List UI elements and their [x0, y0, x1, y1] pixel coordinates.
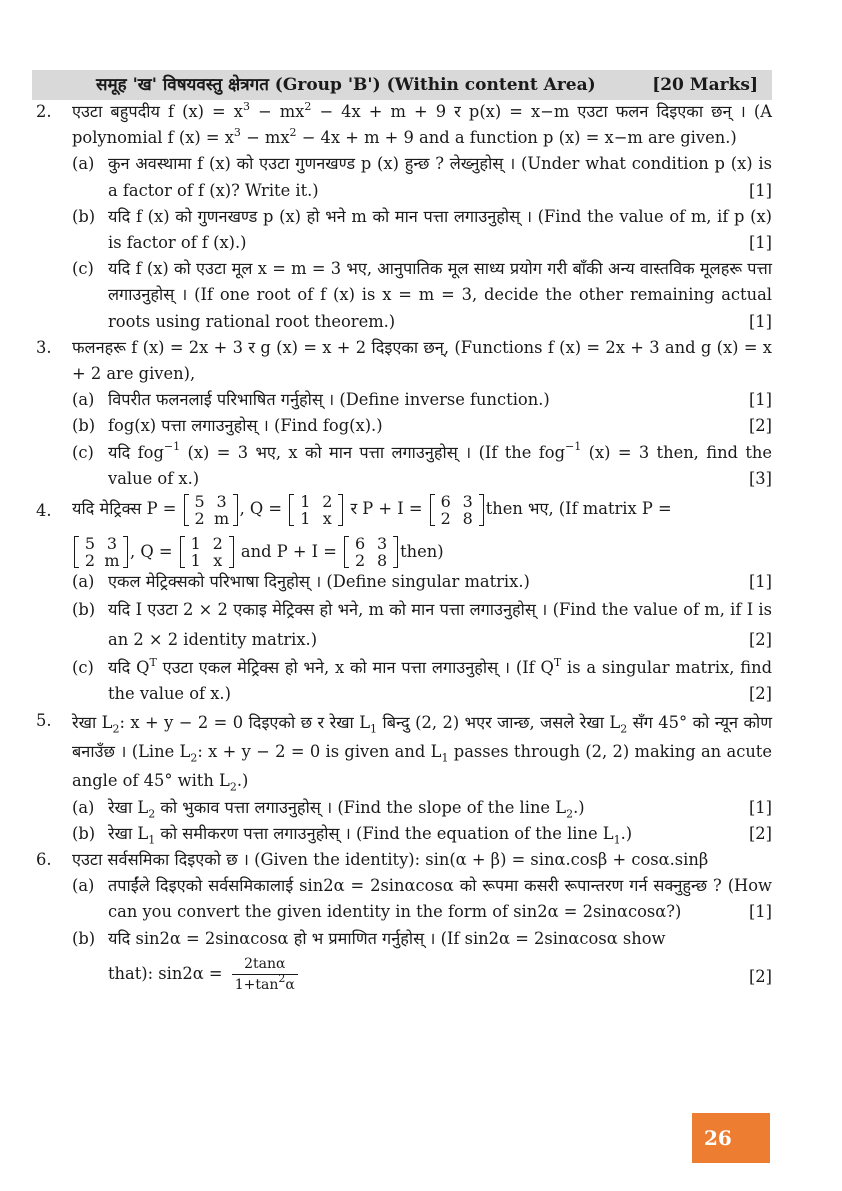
- questions: [36, 99, 772, 995]
- question-6-stem: एउटा सर्वसमिका दिइएको छ । (Given the identity): sin(α + β) = sinα.cosβ + cosα.sinβ: [72, 850, 709, 870]
- question-3b: (b) fog(x) पत्ता लगाउनुहोस् । (Find fog(x).) [2]: [72, 413, 772, 439]
- marks: [1]: [748, 180, 772, 200]
- question-2a: (a) कुन अवस्थामा f (x) को एउटा गुणनखण्ड p (x) हुन्छ ? लेख्नुहोस् । (Under what condition p (x) is a factor of f (x)? Write it.) [1]: [72, 151, 772, 203]
- marks: [2]: [748, 630, 772, 650]
- question-6b: (b) यदि sin2α = 2sinαcosα हो भ प्रमाणित गर्नुहोस् । (If sin2α = 2sinαcosα show that): sin2α = $\frac{2\tan\alpha}{1+\tan^2\alpha}$ [2]: [72, 928, 772, 993]
- question-text: एकल मेट्रिक्सको परिभाषा दिनुहोस् । (Define singular matrix.): [108, 572, 530, 592]
- fraction: $\frac{2\tan\alpha}{1+\tan^2\alpha}$: [232, 954, 298, 995]
- matrix-p-plus-i: 6 3 2 8: [430, 493, 484, 527]
- question-3a: (a) विपरीत फलनलाई परिभाषित गर्नुहोस् । (Define inverse function.) [1]: [72, 387, 772, 413]
- question-3c: (c) यदि fog$^{-1}$ (x) = 3 भए, x को मान पत्ता लगाउनुहोस् । (If the fog$^{-1}$ (x) = 3 then, find the value of x.) [3]: [72, 440, 772, 492]
- question-number: 4.: [36, 501, 52, 521]
- question-text: कुन अवस्थामा f (x) को एउटा गुणनखण्ड p (x) हुन्छ ? लेख्नुहोस् । (Under what condition p (x) is a factor of f (x)? Write it.): [108, 154, 772, 200]
- section-title: समूह 'ख' विषयवस्तु क्षेत्रगत (Group 'B') (Within content Area): [96, 75, 596, 95]
- marks: [2]: [748, 966, 772, 986]
- question-text: यदि f (x) को गुणनखण्ड p (x) हो भने m को मान पत्ता लगाउनुहोस् । (Find the value of m, if p (x) is factor of f (x).): [108, 206, 772, 253]
- question-text: रेखा $L_2$ को भुकाव पत्ता लगाउनुहोस् । (Find the slope of the line $L_2$.): [108, 797, 585, 820]
- question-text: यदि $Q^T$ एउटा एकल मेट्रिक्स हो भने, x को मान पत्ता लगाउनुहोस् । (If $Q^T$ is a singular matrix, find the value of x.): [108, 655, 772, 704]
- formula-line: that): sin2α = $\frac{2\tan\alpha}{1+\tan^2\alpha}$ [2]: [108, 955, 772, 993]
- question-text: यदि f (x) को एउटा मूल x = m = 3 भए, आनुपातिक मूल साध्य प्रयोग गरी बाँकी अन्य वास्तविक मूलहरू पत्ता लगाउनुहोस् । (If one root of f (x) is x = m = 3, decide the other remaining actual roots using rational root theorem.): [108, 259, 772, 331]
- question-5b: (b) रेखा $L_1$ को समीकरण पत्ता लगाउनुहोस् । (Find the equation of the line $L_1$.) [2]: [72, 821, 772, 847]
- question-4-stem: यदि मेट्रिक्स P = 5 3 2 m , Q = 1 2 1 x र P + I = 6 3 2 8 then भए, (If matrix P =: [72, 491, 672, 528]
- question-number: 2.: [36, 102, 52, 121]
- page-number: 26: [692, 1113, 770, 1163]
- matrix-p: 5 3 2 m: [74, 535, 128, 569]
- marks: [1]: [748, 797, 772, 817]
- question-6: [36, 847, 772, 995]
- question-6a: (a) तपाईंले दिइएको सर्वसमिकालाई sin2α = 2sinαcosα को रूपमा कसरी रूपान्तरण गर्न सक्नुहुन्छ ? (How can you convert the given identity in the form of sin2α = 2sinαcosα?) [1]: [72, 873, 772, 925]
- marks: [2]: [748, 823, 772, 843]
- question-4: [36, 492, 772, 708]
- matrix-q: 1 2 1 x: [289, 493, 343, 527]
- section-header: [32, 70, 772, 100]
- question-2b: (b) यदि f (x) को गुणनखण्ड p (x) हो भने m को मान पत्ता लगाउनुहोस् । (Find the value of m, if p (x) is factor of f (x).) [1]: [72, 204, 772, 256]
- question-text: तपाईंले दिइएको सर्वसमिकालाई sin2α = 2sinαcosα को रूपमा कसरी रूपान्तरण गर्न सक्नुहुन्छ ? (How can you convert the given identity in the form of sin2α = 2sinαcosα?): [108, 876, 772, 922]
- question-number: 3.: [36, 337, 52, 357]
- question-5a: (a) रेखा $L_2$ को भुकाव पत्ता लगाउनुहोस् । (Find the slope of the line $L_2$.) [1]: [72, 795, 772, 821]
- question-text: यदि I एउटा 2 × 2 एकाइ मेट्रिक्स हो भने, m को मान पत्ता लगाउनुहोस् । (Find the value of m, if I is an 2 × 2 identity matrix.): [108, 600, 772, 650]
- question-4a: (a) एकल मेट्रिक्सको परिभाषा दिनुहोस् । (Define singular matrix.) [1]: [72, 569, 772, 595]
- question-text: रेखा $L_1$ को समीकरण पत्ता लगाउनुहोस् । (Find the equation of the line $L_1$.): [108, 823, 633, 847]
- question-text: fog(x) पत्ता लगाउनुहोस् । (Find fog(x).): [108, 416, 383, 436]
- question-2: [36, 99, 772, 335]
- marks: [2]: [748, 416, 772, 436]
- marks: [3]: [748, 468, 772, 488]
- question-2c: (c) यदि f (x) को एउटा मूल x = m = 3 भए, आनुपातिक मूल साध्य प्रयोग गरी बाँकी अन्य वास्तविक मूलहरू पत्ता लगाउनुहोस् । (If one root of f (x) is x = m = 3, decide the other remaining actual roots using rational root theorem.) [1]: [72, 256, 772, 335]
- marks: [1]: [748, 902, 772, 922]
- question-text: यदि sin2α = 2sinαcosα हो भ प्रमाणित गर्नुहोस् । (If sin2α = 2sinαcosα show: [108, 928, 666, 948]
- question-4c: (c) यदि $Q^T$ एउटा एकल मेट्रिक्स हो भने, x को मान पत्ता लगाउनुहोस् । (If $Q^T$ is a singular matrix, find the value of x.) [2]: [72, 655, 772, 707]
- question-3-stem: फलनहरू f (x) = 2x + 3 र g (x) = x + 2 दिइएका छन्, (Functions f (x) = 2x + 3 and g (x) = x + 2 are given),: [72, 337, 772, 384]
- marks: [2]: [748, 684, 772, 704]
- question-3: [36, 335, 772, 492]
- question-text: यदि fog$^{-1}$ (x) = 3 भए, x को मान पत्ता लगाउनुहोस् । (If the fog$^{-1}$ (x) = 3 then, find the value of x.): [108, 440, 773, 488]
- matrix-p: 5 3 2 m: [184, 493, 238, 527]
- question-text: विपरीत फलनलाई परिभाषित गर्नुहोस् । (Define inverse function.): [108, 390, 550, 410]
- question-number: 5.: [36, 710, 52, 730]
- marks: [1]: [748, 233, 772, 253]
- marks: [1]: [748, 311, 772, 331]
- section-marks: [20 Marks]: [652, 75, 758, 95]
- marks: [1]: [748, 390, 772, 410]
- question-2-stem: एउटा बहुपदीय f $(x) = x^3 - mx^2 - 4x + m + 9$ र p(x) = x−m एउटा फलन दिइएका छन् । (A polynomial f $(x) = x^3 - mx^2 - 4x + m + 9$ and a function p (x) = x−m are given.): [72, 99, 772, 148]
- question-4-stem-english: 5 3 2 m , Q = 1 2 1 x and P + I = 6 3 2 8 then): [72, 535, 772, 570]
- question-4b: (b) यदि I एउटा 2 × 2 एकाइ मेट्रिक्स हो भने, m को मान पत्ता लगाउनुहोस् । (Find the value of m, if I is an 2 × 2 identity matrix.) [2]: [72, 595, 772, 655]
- marks: [1]: [748, 572, 772, 592]
- question-5-stem: रेखा $L_2$: x + y − 2 = 0 दिइएको छ र रेखा $L_1$ बिन्दु (2, 2) भएर जान्छ, जसले रेखा $L_2$ सँग 45° को न्यून कोण बनाउँछ । (Line $L_2$: x + y − 2 = 0 is given and $L_1$ passes through (2, 2) making an acute angle of 45° with $L_2$.): [72, 712, 772, 793]
- matrix-q: 1 2 1 x: [180, 535, 234, 569]
- question-number: 6.: [36, 850, 52, 870]
- matrix-p-plus-i: 6 3 2 8: [344, 535, 398, 569]
- question-5: [36, 708, 772, 847]
